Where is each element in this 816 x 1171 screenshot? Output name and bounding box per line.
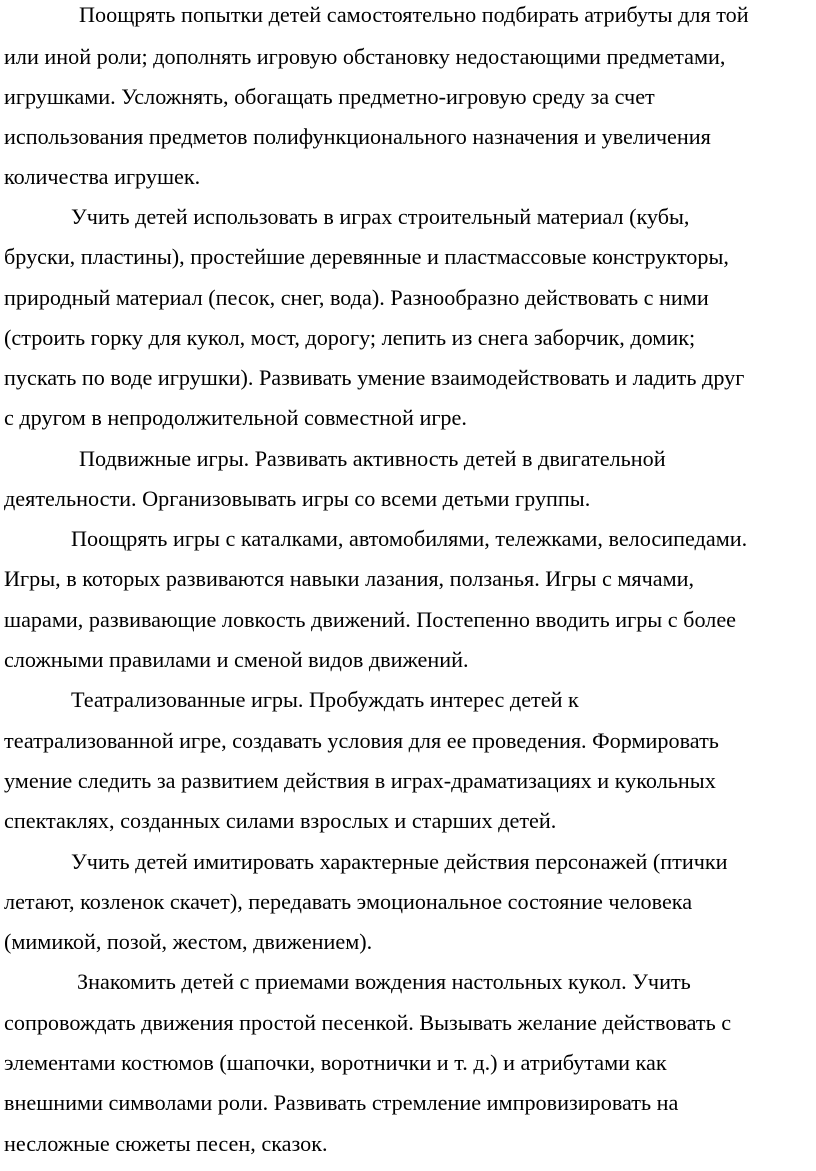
paragraph-6-line-2: летают, козленок скачет), передавать эмоциональное состояние человека: [4, 889, 693, 914]
paragraph-5-line-4: спектаклях, созданных силами взрослых и старших детей.: [4, 808, 557, 833]
paragraph-6-line-3: (мимикой, позой, жестом, движением).: [4, 929, 373, 954]
paragraph-5-line-1: Театрализованные игры. Пробуждать интерес детей к: [71, 687, 579, 712]
paragraph-5-line-2: театрализованной игре, создавать условия для ее проведения. Формировать: [4, 728, 719, 753]
paragraph-7-line-1: Знакомить детей с приемами вождения настольных кукол. Учить: [77, 969, 691, 994]
paragraph-7-line-5: несложные сюжеты песен, сказок.: [4, 1131, 328, 1156]
paragraph-5-line-3: умение следить за развитием действия в играх-драматизациях и кукольных: [4, 768, 716, 793]
paragraph-1-line-5: количества игрушек.: [4, 164, 201, 189]
paragraph-2-line-6: с другом в непродолжительной совместной игре.: [4, 405, 467, 430]
paragraph-3-line-1: Подвижные игры. Развивать активность детей в двигательной: [79, 446, 666, 471]
paragraph-7-line-4: внешними символами роли. Развивать стремление импровизировать на: [4, 1090, 679, 1115]
paragraph-2-line-3: природный материал (песок, снег, вода). Разнообразно действовать с ними: [4, 285, 709, 310]
paragraph-2-line-5: пускать по воде игрушки). Развивать умение взаимодействовать и ладить друг: [4, 365, 745, 390]
paragraph-4-line-2: Игры, в которых развиваются навыки лазания, ползанья. Игры с мячами,: [4, 566, 695, 591]
paragraph-1-line-3: игрушками. Усложнять, обогащать предметно-игровую среду за счет: [4, 84, 655, 109]
paragraph-7-line-2: сопровождать движения простой песенкой. Вызывать желание действовать с: [4, 1010, 732, 1035]
paragraph-6-line-1: Учить детей имитировать характерные действия персонажей (птички: [71, 849, 728, 874]
paragraph-7-line-3: элементами костюмов (шапочки, воротнички и т. д.) и атрибутами как: [4, 1050, 667, 1075]
paragraph-2-line-4: (строить горку для кукол, мост, дорогу; лепить из снега заборчик, домик;: [4, 325, 696, 350]
paragraph-1-line-1: Поощрять попытки детей самостоятельно подбирать атрибуты для той: [79, 2, 749, 27]
paragraph-2-line-1: Учить детей использовать в играх строительный материал (кубы,: [71, 204, 690, 229]
paragraph-3-line-2: деятельности. Организовывать игры со всеми детьми группы.: [4, 486, 591, 511]
paragraph-1-line-2: или иной роли; дополнять игровую обстановку недостающими предметами,: [4, 44, 726, 69]
paragraph-2-line-2: бруски, пластины), простейшие деревянные и пластмассовые конструкторы,: [4, 244, 729, 269]
paragraph-4-line-3: шарами, развивающие ловкость движений. Постепенно вводить игры с более: [4, 607, 737, 632]
paragraph-1-line-4: использования предметов полифункционального назначения и увеличения: [4, 124, 711, 149]
paragraph-4-line-4: сложными правилами и сменой видов движений.: [4, 647, 469, 672]
paragraph-4-line-1: Поощрять игры с каталками, автомобилями, тележками, велосипедами.: [71, 526, 748, 551]
